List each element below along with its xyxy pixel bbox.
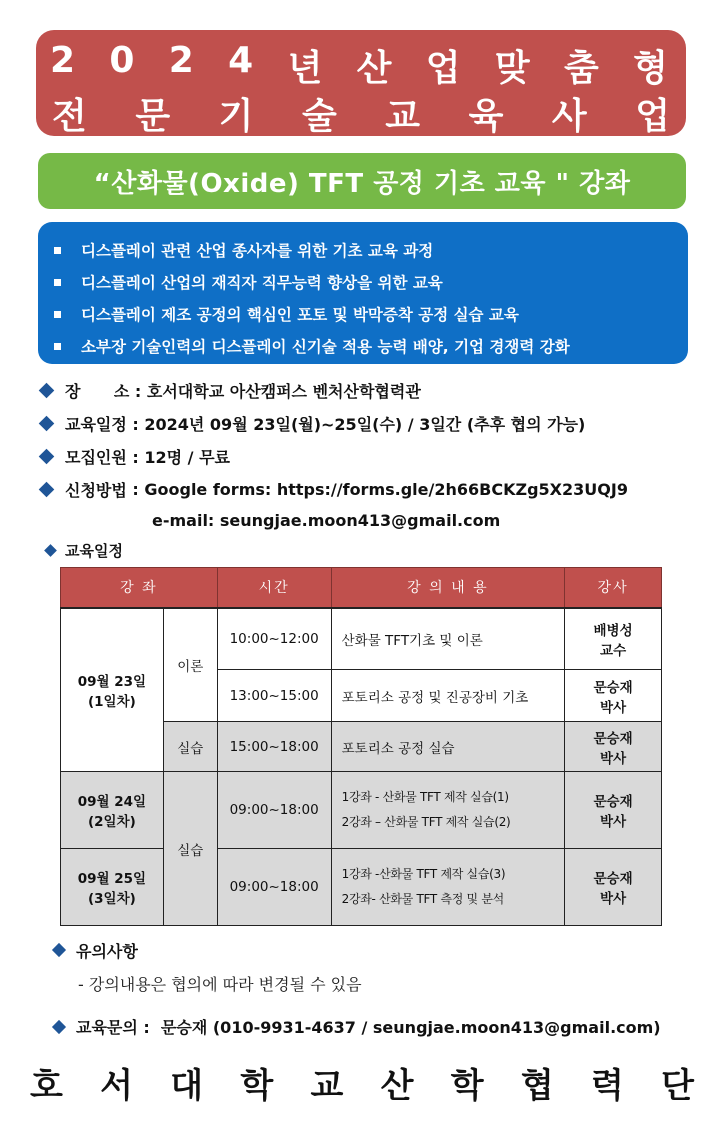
info-section: [38, 374, 688, 534]
instructor-name: 문승재: [593, 871, 633, 887]
time-cell: 10:00~12:00: [217, 608, 331, 670]
schedule-heading-text: 교육일정: [65, 542, 123, 560]
time-cell: 09:00~18:00: [217, 772, 331, 849]
notes-item: - 강의내용은 협의에 따라 변경될 수 있음: [78, 975, 362, 994]
bullet-icon: [54, 279, 61, 286]
topic-line: 2강좌- 산화물 TFT 측정 및 분석: [341, 892, 504, 906]
title-char: 전: [52, 96, 87, 137]
goal-text: 디스플레이 관련 산업 종사자를 위한 기초 교육 과정: [81, 242, 434, 260]
instructor-title: 박사: [600, 814, 627, 830]
footer-char: 호: [30, 1066, 63, 1106]
instructor-title: 교수: [600, 642, 627, 659]
course-title: “산화물(Oxide) TFT 공정 기초 교육 " 강좌: [38, 153, 686, 209]
info-value: : 2024년 09월 23일(월)~25일(수) / 3일간 (추후 협의 가능): [126, 415, 586, 434]
goals-panel: [38, 222, 688, 364]
info-label: 교육일정: [65, 415, 127, 434]
day-cell: [61, 608, 164, 772]
notes-section: [52, 938, 362, 996]
title-char: 업: [635, 96, 670, 137]
diamond-icon: [39, 383, 55, 399]
instructor-name: 문승재: [593, 794, 633, 810]
topic-line: 1강좌 -산화물 TFT 제작 실습(3): [341, 867, 506, 881]
footer-char: 학: [450, 1066, 484, 1106]
email-link[interactable]: e-mail: seungjae.moon413@gmail.com: [152, 510, 501, 530]
title-char: 교: [385, 96, 421, 137]
instructor-cell: [565, 722, 662, 772]
info-label: 장 소: [65, 382, 130, 401]
title-char: 0: [109, 40, 135, 81]
instructor-cell: [565, 608, 662, 670]
info-capacity: [38, 440, 688, 473]
goal-text: 디스플레이 제조 공정의 핵심인 포토 및 박막증착 공정 실습 교육: [81, 306, 519, 324]
type-cell: 실습: [163, 772, 217, 926]
instructor-cell: [565, 772, 662, 849]
title-char: 년: [287, 48, 323, 89]
day-sub: (1일차): [87, 693, 136, 710]
day-label: 09월 24일: [77, 794, 147, 810]
info-period: [38, 407, 688, 440]
topic-cell: [331, 772, 565, 849]
table-header-row: [61, 568, 662, 608]
type-cell: 실습: [163, 722, 217, 772]
instructor-name: 문승재: [593, 730, 633, 747]
time-cell: 13:00~15:00: [217, 670, 331, 722]
title-char: 산: [356, 48, 392, 89]
goal-item: [54, 266, 688, 298]
topic-line: 2강좌 – 산화물 TFT 제작 실습(2): [341, 815, 511, 829]
info-place: [38, 374, 688, 407]
table-row: [61, 608, 662, 670]
title-line-2: [36, 88, 686, 139]
info-label: 신청방법: [65, 481, 127, 500]
table-row: [61, 849, 662, 926]
title-char: 2: [50, 40, 76, 81]
title-char: 기: [218, 96, 254, 137]
day-sub: (3일차): [87, 891, 136, 907]
footer-char: 대: [170, 1066, 204, 1106]
notes-heading-text: 유의사항: [76, 941, 138, 961]
diamond-icon: [39, 482, 55, 498]
goal-item: [54, 330, 688, 362]
header-time: 시간: [217, 568, 331, 608]
header-content: 강 의 내 용: [331, 568, 565, 608]
diamond-icon: [52, 943, 66, 957]
footer-char: 협: [520, 1066, 554, 1106]
title-char: 술: [301, 96, 337, 137]
info-apply: [38, 473, 688, 506]
title-char: 형: [633, 48, 668, 89]
info-label: 모집인원: [65, 448, 127, 467]
title-banner: [36, 30, 686, 136]
bullet-icon: [54, 247, 61, 254]
organizer-footer: [30, 1058, 694, 1107]
diamond-icon: [44, 544, 57, 557]
instructor-title: 박사: [600, 891, 627, 907]
topic-cell: [331, 849, 565, 926]
day-sub: (2일차): [87, 814, 136, 830]
topic-cell: 산화물 TFT기초 및 이론: [331, 608, 565, 670]
day-label: 09월 23일: [77, 673, 147, 690]
info-value: : 호서대학교 아산캠퍼스 벤처산학협력관: [129, 382, 421, 401]
goal-item: [54, 234, 688, 266]
title-char: 사: [551, 96, 587, 137]
notes-heading: [52, 938, 362, 962]
footer-char: 교: [310, 1066, 344, 1106]
diamond-icon: [39, 416, 55, 432]
title-char: 문: [135, 96, 171, 137]
day-cell: [61, 772, 164, 849]
time-cell: 15:00~18:00: [217, 722, 331, 772]
bullet-icon: [54, 311, 61, 318]
instructor-cell: [565, 670, 662, 722]
goal-text: 디스플레이 산업의 재직자 직무능력 향상을 위한 교육: [81, 274, 443, 292]
goal-text: 소부장 기술인력의 디스플레이 신기술 적용 능력 배양, 기업 경쟁력 강화: [81, 338, 570, 356]
footer-char: 단: [661, 1066, 694, 1106]
title-char: 맞: [494, 48, 530, 89]
title-char: 업: [425, 48, 461, 89]
day-label: 09월 25일: [77, 871, 147, 887]
diamond-icon: [39, 449, 55, 465]
schedule-heading: [44, 540, 123, 561]
topic-cell: 포토리소 공정 실습: [331, 722, 565, 772]
instructor-cell: [565, 849, 662, 926]
info-value: : 12명 / 무료: [126, 448, 230, 467]
diamond-icon: [52, 1019, 66, 1033]
footer-char: 산: [380, 1066, 414, 1106]
title-char: 육: [468, 96, 504, 137]
apply-link[interactable]: : Google forms: https://forms.gle/2h66BCKZg5X23UQJ9: [126, 480, 628, 499]
footer-char: 력: [591, 1066, 624, 1106]
title-char: 2: [168, 40, 194, 81]
footer-char: 학: [240, 1066, 274, 1106]
topic-line: 1강좌 - 산화물 TFT 제작 실습(1): [341, 790, 509, 804]
contact-line: [52, 1015, 661, 1038]
title-char: 4: [228, 40, 254, 81]
instructor-name: 문승재: [593, 679, 633, 696]
day-cell: [61, 849, 164, 926]
table-row: [61, 772, 662, 849]
schedule-table: [60, 567, 662, 926]
type-cell: 이론: [163, 608, 217, 722]
instructor-title: 박사: [600, 699, 627, 716]
title-char: 춤: [564, 48, 599, 89]
instructor-name: 배병성: [593, 622, 633, 639]
bullet-icon: [54, 343, 61, 350]
title-line-1: [36, 40, 686, 91]
footer-char: 서: [100, 1066, 133, 1106]
instructor-title: 박사: [600, 750, 627, 767]
header-course: 강 좌: [61, 568, 218, 608]
header-instructor: 강사: [565, 568, 662, 608]
contact-text: 교육문의 : 문승재 (010-9931-4637 / seungjae.moon413@gmail.com): [76, 1018, 661, 1037]
topic-cell: 포토리소 공정 및 진공장비 기초: [331, 670, 565, 722]
goal-item: [54, 298, 688, 330]
time-cell: 09:00~18:00: [217, 849, 331, 926]
